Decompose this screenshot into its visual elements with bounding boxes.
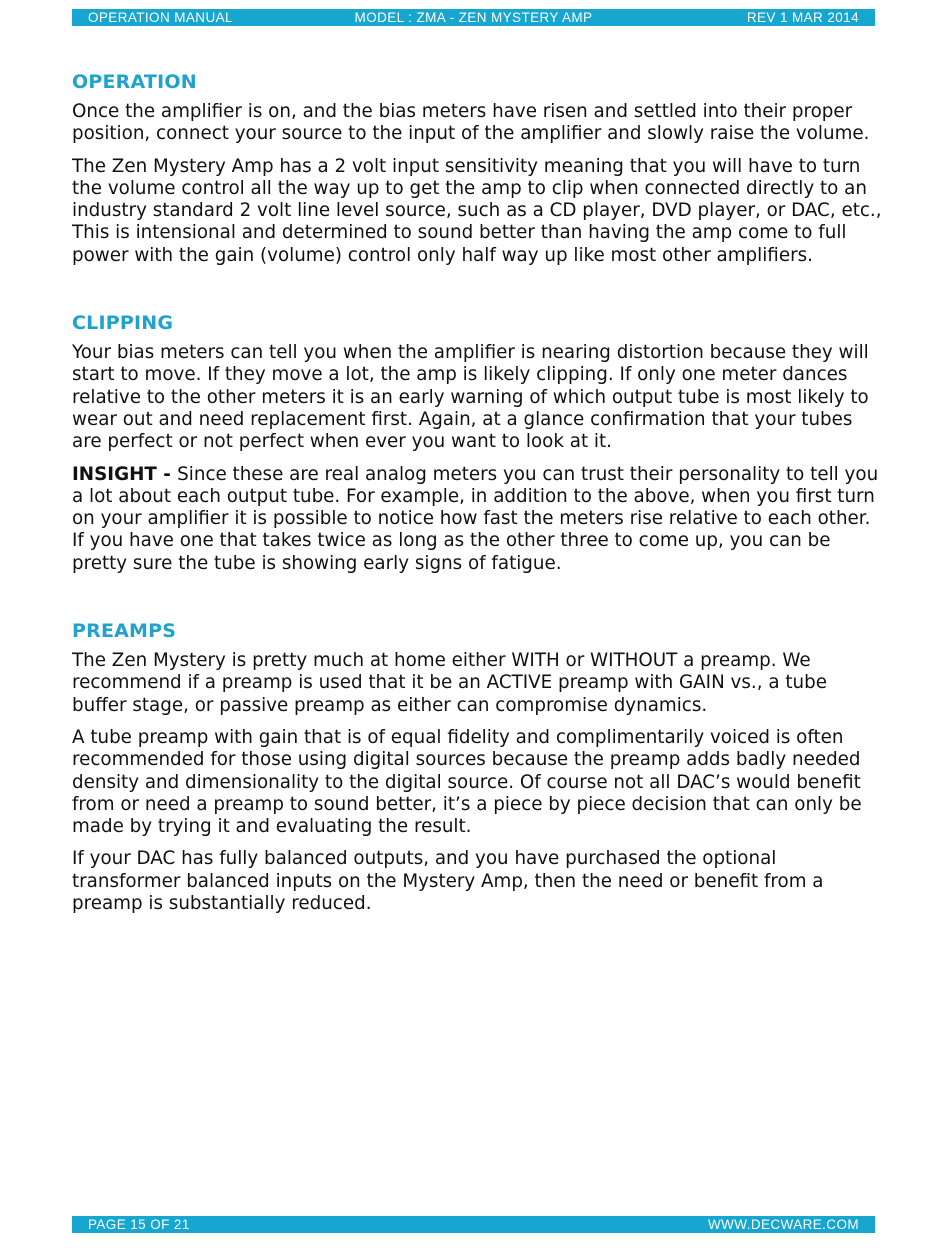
paragraph: The Zen Mystery Amp has a 2 volt input sensitivity meaning that you will have to turn the volume control all the way up to get the amp to clip when connected directly to an industry standard 2 volt line level source, such as a CD player, DVD player, or DAC, etc., This is intensional and determined to sound better than having the amp come to full power with the gain (volume) control only half way up like most other amplifiers. [72, 155, 882, 266]
page-content [72, 68, 882, 957]
paragraph: Your bias meters can tell you when the amplifier is nearing distortion because they will start to move. If they move a lot, the amp is likely clipping. If only one meter dances relative to the other meters it is an early warning of which output tube is most likely to wear out and need replacement first. Again, at a glance confirmation that your tubes are perfect or not perfect when ever you want to look at it. [72, 342, 869, 453]
paragraph: If your DAC has fully balanced outputs, and you have purchased the optional transformer balanced inputs on the Mystery Amp, then the need or benefit from a preamp is substantially reduced. [72, 848, 824, 915]
section-preamps [72, 617, 882, 915]
insight-text: Since these are real analog meters you can trust their personality to tell you a lot about each output tube. For example, in addition to the above, when you first turn on your amplifier it is possible to notice how fast the meters rise relative to each other. If you have one that takes twice as long as the other three to come up, you can be pretty sure the tube is showing early signs of fatigue. [72, 463, 879, 574]
insight-label: INSIGHT - [72, 463, 178, 485]
footer-bar [72, 1216, 875, 1233]
section-title: PREAMPS [72, 620, 177, 643]
paragraph: Once the amplifier is on, and the bias meters have risen and settled into their proper position, connect your source to the input of the amplifier and slowly raise the volume. [72, 101, 870, 145]
section-operation [72, 68, 882, 267]
paragraph: A tube preamp with gain that is of equal fidelity and complimentarily voiced is often recommended for those using digital sources because the preamp adds badly needed density and dimensionality to the digital source. Of course not all DAC’s would benefit from or need a preamp to sound better, it’s a piece by piece decision that can only be made by trying it and evaluating the result. [72, 726, 862, 838]
header-bar [72, 9, 875, 26]
section-title: OPERATION [72, 71, 197, 93]
header-manual-title: OPERATION MANUAL [88, 10, 233, 25]
footer-website-link[interactable]: WWW.DECWARE.COM [708, 1217, 859, 1232]
header-revision: REV 1 MAR 2014 [746, 10, 859, 25]
section-clipping [72, 309, 882, 575]
header-model: MODEL : ZMA - ZEN MYSTERY AMP [354, 10, 593, 25]
section-title: CLIPPING [72, 312, 174, 335]
footer-page-number: PAGE 15 OF 21 [88, 1217, 190, 1232]
insight-paragraph [72, 464, 882, 575]
paragraph: The Zen Mystery is pretty much at home either WITH or WITHOUT a preamp. We recommend if a preamp is used that it be an ACTIVE preamp with GAIN vs., a tube buffer stage, or passive preamp as either can compromise dynamics. [72, 650, 827, 716]
